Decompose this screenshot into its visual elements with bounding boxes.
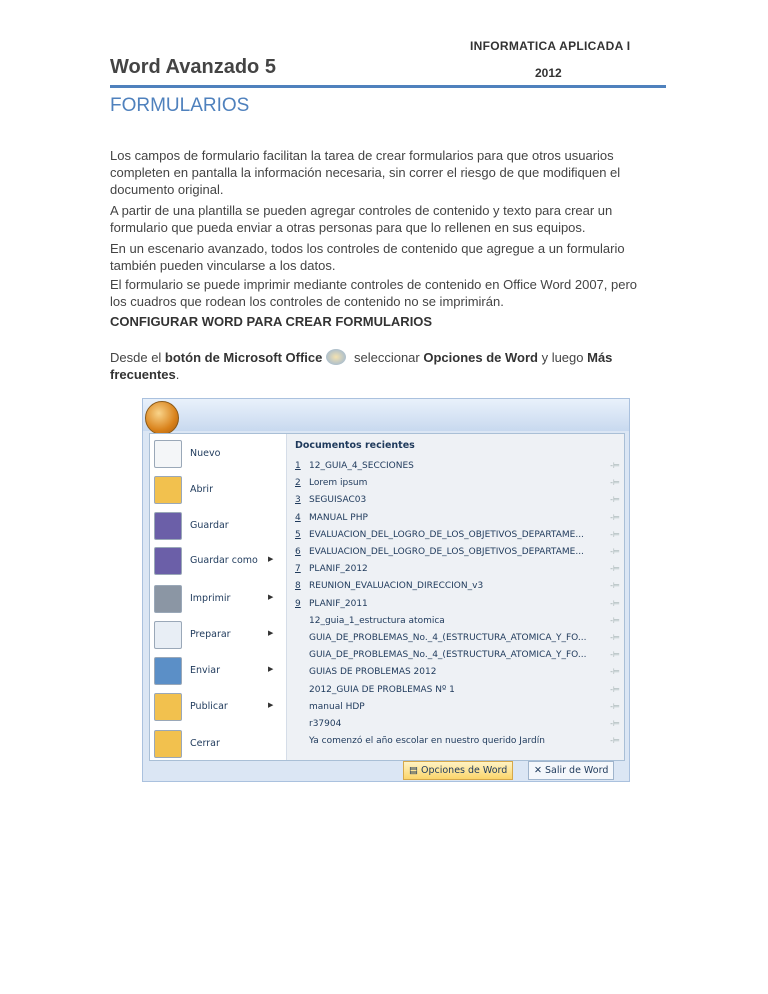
menu-commands	[150, 434, 287, 760]
recent-document[interactable]	[295, 513, 620, 523]
submenu-arrow-icon: ▶	[268, 665, 274, 673]
recent-name: 12_guia_1_estructura atomica	[309, 615, 445, 626]
recent-name: GUIAS DE PROBLEMAS 2012	[309, 667, 437, 678]
submenu-arrow-icon: ▶	[268, 629, 274, 637]
paragraph: En un escenario avanzado, todos los controles de contenido que agregue a un formulario también pueden vincularse a los datos.	[110, 241, 625, 273]
recent-document[interactable]	[295, 633, 620, 643]
recent-name: GUIA_DE_PROBLEMAS_No._4_(ESTRUCTURA_ATOMICA_Y_FO...	[309, 633, 587, 643]
pin-icon[interactable]: -⊨	[610, 736, 620, 746]
recent-document[interactable]	[295, 719, 620, 729]
paragraph: A partir de una plantilla se pueden agregar controles de contenido y texto para crear un formulario que pueda enviar a otras personas para que lo rellenen en sus equipos.	[110, 203, 613, 235]
publicar-icon	[154, 693, 182, 721]
recent-title: Documentos recientes	[295, 440, 415, 451]
office-menu	[149, 433, 625, 761]
recent-document[interactable]	[295, 478, 620, 488]
guardar-icon	[154, 512, 182, 540]
paragraph: Los campos de formulario facilitan la tarea de crear formularios para que otros usuarios completen en pantalla la información necesaria, sin correr el riesgo de que modifiquen el documento original.	[110, 148, 621, 197]
recent-name: 12_GUIA_4_SECCIONES	[309, 461, 414, 471]
submenu-arrow-icon: ▶	[268, 555, 274, 563]
recent-name: EVALUACION_DEL_LOGRO_DE_LOS_OBJETIVOS_DEPARTAME...	[309, 529, 584, 540]
recent-documents-panel	[287, 434, 624, 760]
recent-number: 6	[295, 547, 301, 557]
menu-item-label: Enviar	[190, 665, 221, 676]
menu-item-label: Abrir	[190, 484, 213, 495]
recent-number: 4	[295, 512, 301, 523]
recent-name: manual HDP	[309, 701, 365, 712]
recent-name: Lorem ipsum	[309, 478, 368, 489]
pin-icon[interactable]: -⊨	[610, 564, 620, 574]
recent-document[interactable]	[295, 599, 620, 609]
instruction-paragraph	[110, 349, 620, 383]
recent-document[interactable]	[295, 564, 620, 574]
recent-name: MANUAL PHP	[309, 512, 368, 523]
menu-item-imprimir[interactable]	[150, 582, 286, 616]
menu-item-publicar[interactable]	[150, 690, 286, 724]
menu-item-guardar[interactable]	[150, 509, 286, 543]
recent-document[interactable]	[295, 650, 620, 660]
nuevo-icon	[154, 440, 182, 468]
pin-icon[interactable]: -⊨	[610, 512, 620, 522]
recent-number: 7	[295, 564, 301, 575]
office-menu-screenshot	[142, 398, 630, 782]
header-title: Word Avanzado 5	[110, 56, 276, 78]
recent-number: 9	[295, 598, 301, 609]
recent-name: SEGUISAC03	[309, 495, 367, 506]
recent-document[interactable]	[295, 702, 620, 712]
enviar-icon	[154, 657, 182, 685]
office-button[interactable]	[145, 401, 179, 435]
menu-item-label: Guardar como	[190, 555, 258, 566]
guardar-como-icon	[154, 547, 182, 575]
text: seleccionar	[350, 350, 424, 365]
menu-item-label: Cerrar	[190, 738, 220, 749]
bold-text: botón de Microsoft Office	[164, 350, 323, 365]
recent-number: 2	[295, 478, 301, 489]
exit-word-button[interactable]	[528, 761, 614, 780]
cerrar-icon	[154, 730, 182, 758]
close-icon: ✕	[534, 765, 545, 776]
menu-item-nuevo[interactable]	[150, 437, 286, 471]
recent-name: r37904	[309, 719, 342, 729]
menu-item-preparar[interactable]	[150, 618, 286, 652]
header-year: 2012	[535, 66, 562, 80]
submenu-arrow-icon: ▶	[268, 593, 274, 601]
pin-icon[interactable]: -⊨	[610, 633, 620, 642]
section-title: FORMULARIOS	[110, 95, 250, 116]
button-label: Salir de Word	[544, 765, 609, 776]
subheading: CONFIGURAR WORD PARA CREAR FORMULARIOS	[110, 314, 433, 329]
pin-icon[interactable]: -⊨	[610, 495, 620, 505]
menu-item-abrir[interactable]	[150, 473, 286, 507]
header-course: INFORMATICA APLICADA I	[470, 39, 631, 53]
pin-icon[interactable]: -⊨	[610, 719, 620, 728]
recent-name: PLANIF_2011	[309, 598, 368, 609]
menu-item-label: Nuevo	[190, 448, 221, 459]
bold-text: Más frecuentes	[110, 350, 613, 382]
recent-document[interactable]	[295, 530, 620, 540]
menu-item-label: Guardar	[190, 520, 229, 531]
recent-name: REUNION_EVALUACION_DIRECCION_v3	[309, 581, 484, 592]
recent-name: GUIA_DE_PROBLEMAS_No._4_(ESTRUCTURA_ATOMICA_Y_FO...	[309, 650, 587, 661]
text: Desde el	[110, 350, 165, 365]
recent-document[interactable]	[295, 667, 620, 677]
pin-icon[interactable]: -⊨	[610, 461, 620, 470]
bold-text: Opciones de Word	[423, 350, 538, 365]
recent-document[interactable]	[295, 616, 620, 626]
pin-icon[interactable]: -⊨	[610, 684, 620, 694]
button-label: Opciones de Word	[421, 765, 508, 776]
imprimir-icon	[154, 585, 182, 613]
office-button-icon	[326, 349, 346, 365]
pin-icon[interactable]: -⊨	[610, 667, 620, 677]
pin-icon[interactable]: -⊨	[610, 581, 620, 591]
recent-document[interactable]	[295, 547, 620, 557]
abrir-icon	[154, 476, 182, 504]
recent-document[interactable]	[295, 461, 620, 471]
recent-document[interactable]	[295, 685, 620, 695]
recent-name: EVALUACION_DEL_LOGRO_DE_LOS_OBJETIVOS_DEPARTAME...	[309, 547, 584, 557]
submenu-arrow-icon: ▶	[268, 701, 274, 709]
recent-number: 8	[295, 581, 301, 592]
options-icon: ▤	[409, 765, 421, 776]
pin-icon[interactable]: -⊨	[610, 701, 620, 711]
menu-item-guardar-como[interactable]	[150, 544, 286, 578]
word-options-button[interactable]	[403, 761, 513, 780]
recent-name: Ya comenzó el año escolar en nuestro querido Jardín	[309, 736, 545, 747]
recent-number: 5	[295, 529, 301, 540]
pin-icon[interactable]: -⊨	[610, 598, 620, 608]
recent-number: 1	[295, 461, 301, 471]
pin-icon[interactable]: -⊨	[610, 547, 620, 556]
menu-item-label: Imprimir	[190, 593, 231, 604]
paragraph: El formulario se puede imprimir mediante controles de contenido en Office Word 2007, pero los cuadros que rodean los controles de contenido no se imprimirán.	[110, 277, 638, 309]
pin-icon[interactable]: -⊨	[610, 650, 620, 660]
preparar-icon	[154, 621, 182, 649]
menu-item-label: Publicar	[190, 701, 228, 712]
menu-item-label: Preparar	[190, 629, 231, 640]
recent-document[interactable]	[295, 495, 620, 505]
recent-document[interactable]	[295, 736, 620, 746]
title-bar	[143, 399, 629, 431]
pin-icon[interactable]: -⊨	[610, 529, 620, 539]
pin-icon[interactable]: -⊨	[610, 615, 620, 625]
text: y luego	[537, 350, 588, 365]
recent-document[interactable]	[295, 581, 620, 591]
pin-icon[interactable]: -⊨	[610, 478, 620, 488]
menu-footer	[143, 759, 629, 781]
menu-item-cerrar[interactable]	[150, 727, 286, 761]
header-rule	[110, 85, 666, 88]
menu-item-enviar[interactable]	[150, 654, 286, 688]
recent-name: PLANIF_2012	[309, 564, 368, 575]
recent-number: 3	[295, 495, 301, 506]
recent-name: 2012_GUIA DE PROBLEMAS Nº 1	[309, 684, 455, 695]
text: .	[175, 367, 180, 382]
